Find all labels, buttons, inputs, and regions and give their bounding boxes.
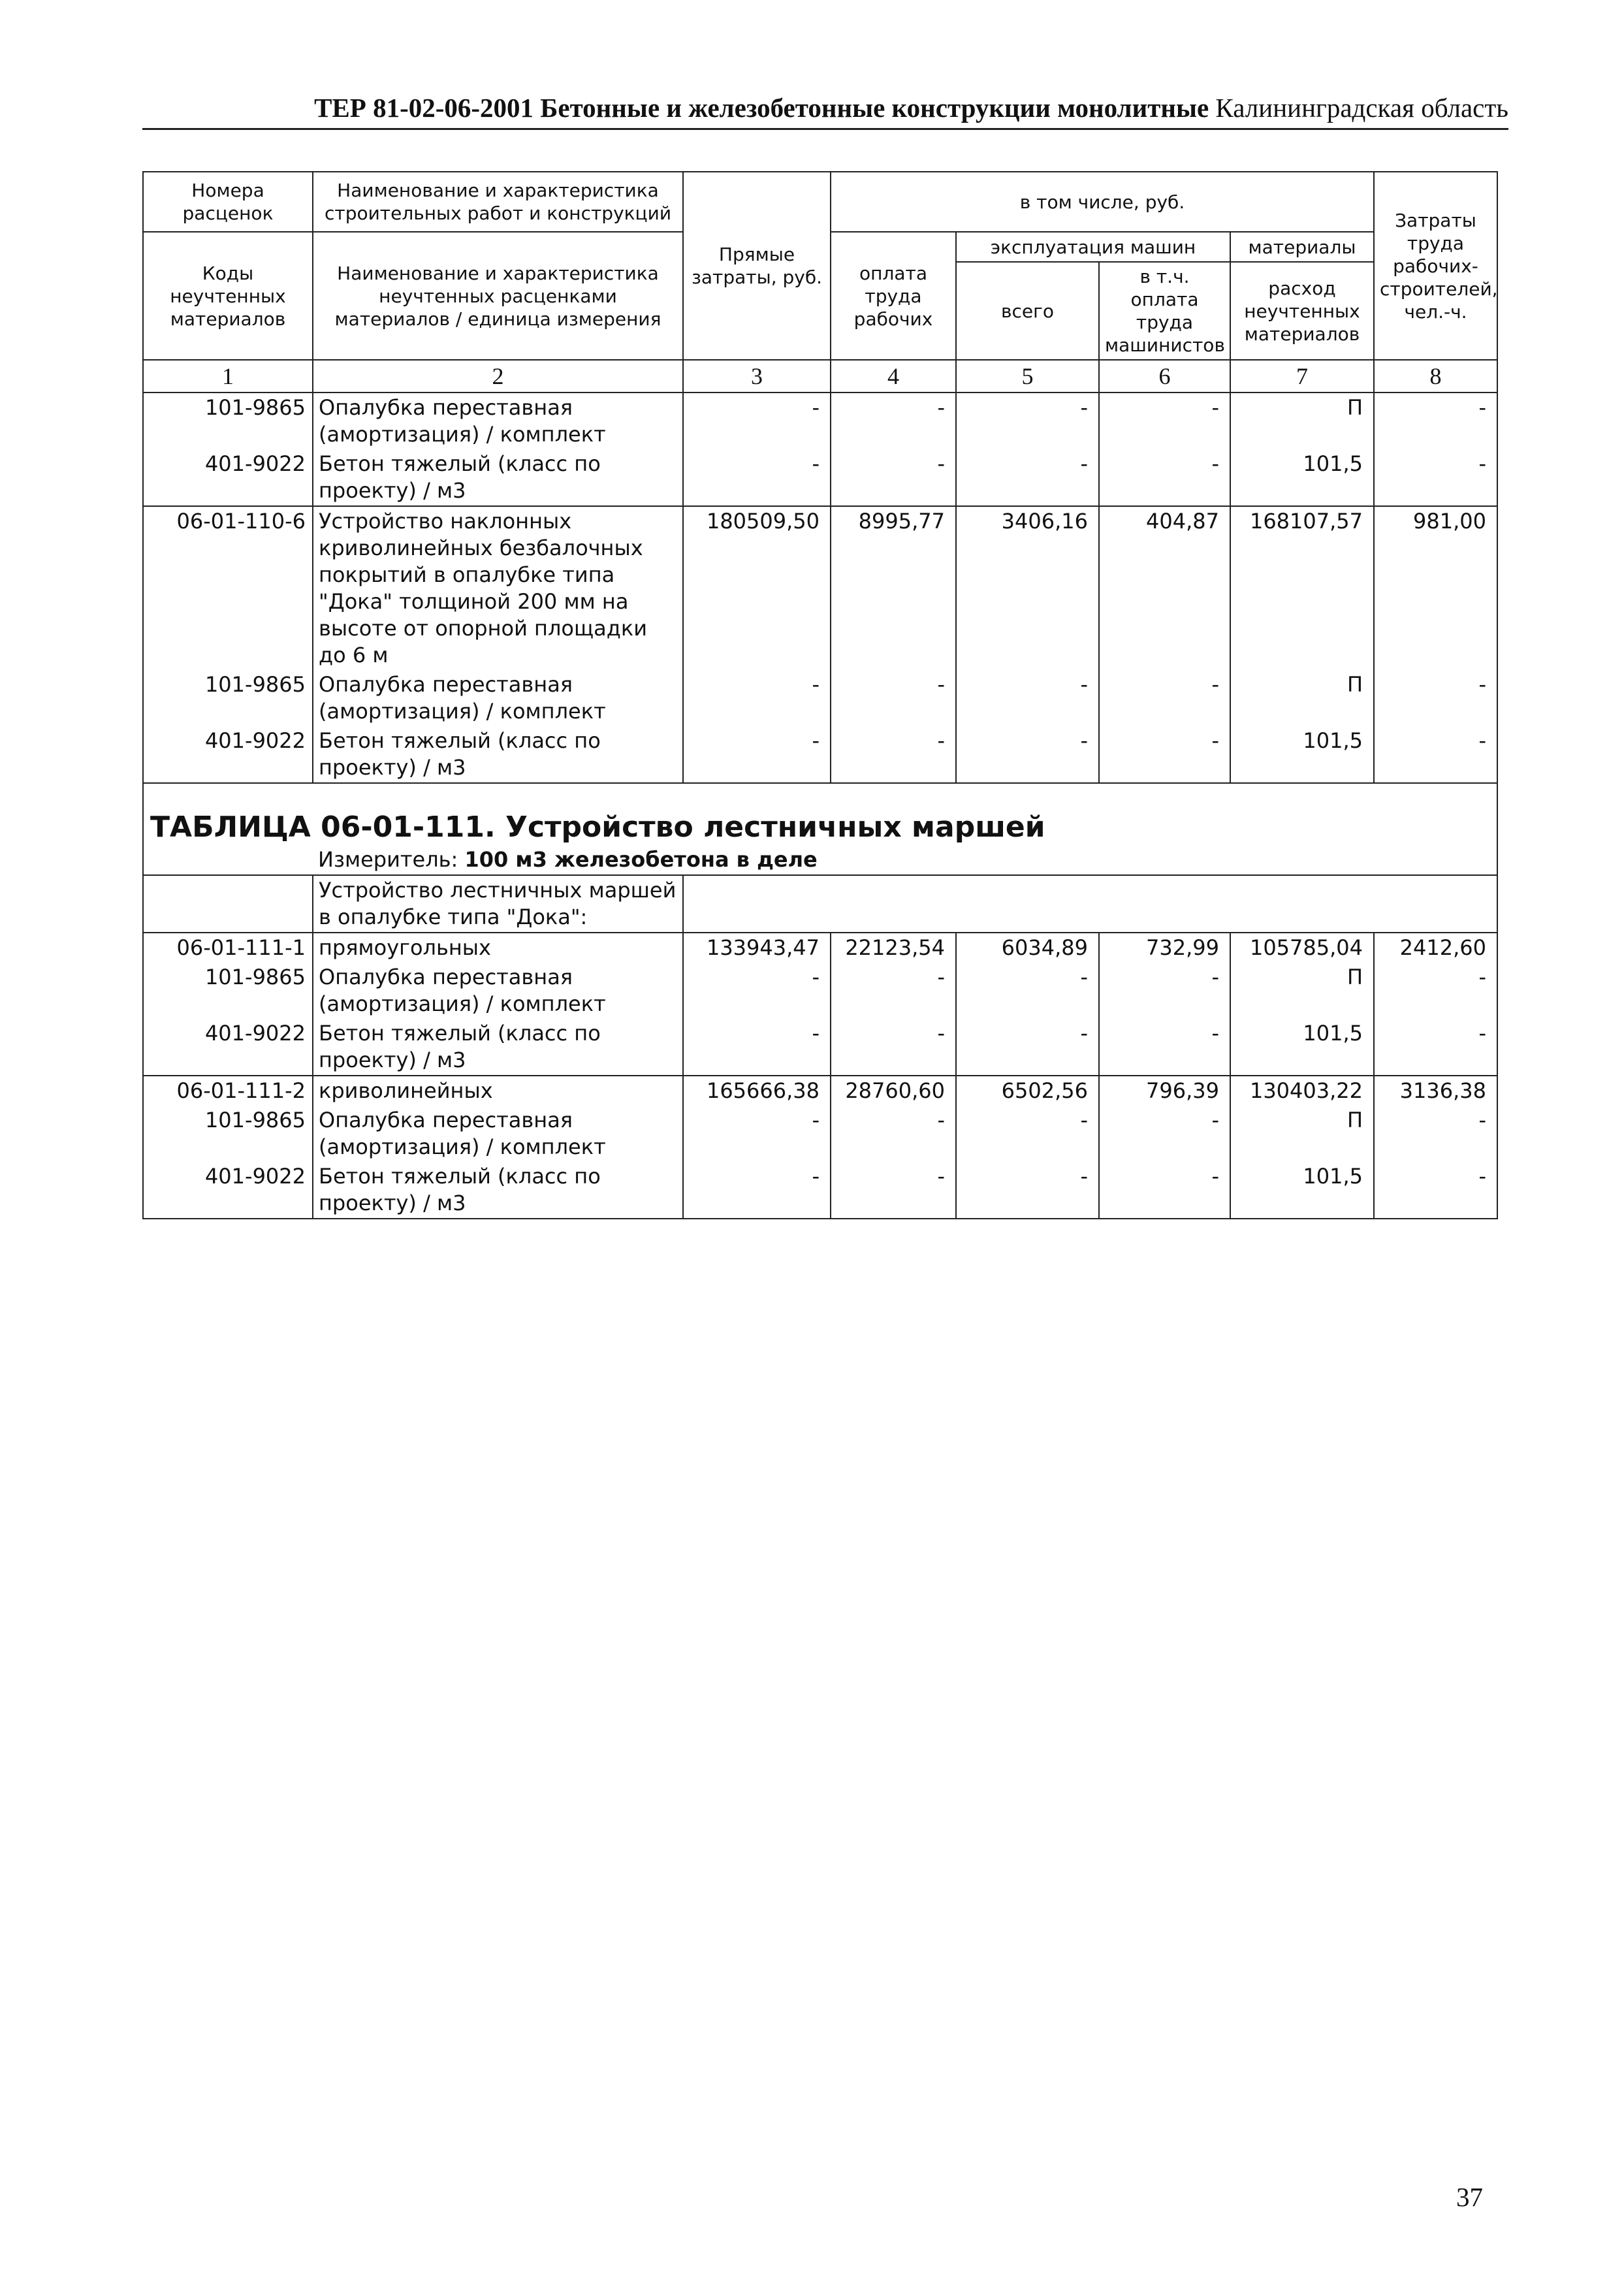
meter-value: 100 м3 железобетона в деле (464, 847, 818, 872)
worker-pay: 22123,54 (831, 933, 956, 963)
labor-hours: - (1374, 670, 1497, 726)
operator-pay: - (1099, 1106, 1230, 1162)
rates-table (142, 171, 1498, 1219)
material-code: 401-9022 (143, 1162, 313, 1219)
operator-pay: - (1099, 1019, 1230, 1076)
hdr-worker-pay: оплата труда рабочих (831, 232, 956, 360)
hdr-including: в том числе, руб. (831, 172, 1374, 232)
labor-hours: - (1374, 726, 1497, 783)
machines-total: - (956, 449, 1099, 506)
region: Калининградская область (1215, 93, 1508, 123)
operator-pay: 732,99 (1099, 933, 1230, 963)
materials-value: 101,5 (1230, 1162, 1374, 1219)
item-name: прямоугольных (313, 933, 683, 963)
table-row (143, 1106, 1497, 1162)
worker-pay: 28760,60 (831, 1076, 956, 1106)
table-row (143, 670, 1497, 726)
direct-costs: - (683, 726, 831, 783)
labor-hours: 2412,60 (1374, 933, 1497, 963)
materials-value: 101,5 (1230, 726, 1374, 783)
col-number: 8 (1374, 360, 1497, 393)
direct-costs: - (683, 1162, 831, 1219)
materials-value: П (1230, 1106, 1374, 1162)
worker-pay: - (831, 1162, 956, 1219)
operator-pay: - (1099, 1162, 1230, 1219)
item-name: Опалубка переставная (амортизация) / комплект (313, 393, 683, 449)
machines-total: - (956, 1106, 1099, 1162)
material-code: 101-9865 (143, 670, 313, 726)
item-name: Бетон тяжелый (класс по проекту) / м3 (313, 1019, 683, 1076)
machines-total: - (956, 726, 1099, 783)
page-number: 37 (1456, 2182, 1483, 2212)
col-number: 5 (956, 360, 1099, 393)
operator-pay: 404,87 (1099, 506, 1230, 670)
item-name: Бетон тяжелый (класс по проекту) / м3 (313, 449, 683, 506)
operator-pay: - (1099, 449, 1230, 506)
col-number: 2 (313, 360, 683, 393)
item-name: криволинейных (313, 1076, 683, 1106)
hdr-materials: материалы (1230, 232, 1374, 262)
item-name: Опалубка переставная (амортизация) / комплект (313, 963, 683, 1019)
section-title: ТАБЛИЦА 06-01-111. Устройство лестничных маршей (150, 810, 1045, 844)
hdr-direct-costs: Прямые затраты, руб. (683, 172, 831, 360)
table-row (143, 506, 1497, 670)
labor-hours: - (1374, 449, 1497, 506)
material-code: 401-9022 (143, 1019, 313, 1076)
col-number: 6 (1099, 360, 1230, 393)
materials-value: П (1230, 393, 1374, 449)
machines-total: - (956, 670, 1099, 726)
rate-code: 06-01-110-6 (143, 506, 313, 670)
meter-cell (313, 845, 1497, 875)
material-code: 101-9865 (143, 963, 313, 1019)
labor-hours: - (1374, 393, 1497, 449)
labor-hours: - (1374, 1019, 1497, 1076)
hdr-material-usage: расход неучтенных материалов (1230, 262, 1374, 360)
operator-pay: - (1099, 670, 1230, 726)
meter-label: Измеритель: (318, 847, 465, 872)
item-name: Опалубка переставная (амортизация) / комплект (313, 1106, 683, 1162)
material-code: 401-9022 (143, 449, 313, 506)
col-number: 3 (683, 360, 831, 393)
section-title-cell (143, 783, 1497, 845)
col-number: 7 (1230, 360, 1374, 393)
operator-pay: - (1099, 726, 1230, 783)
hdr-machines: эксплуатация машин (956, 232, 1230, 262)
worker-pay: - (831, 449, 956, 506)
hdr-labor-hours: Затраты труда рабочих-строителей, чел.-ч. (1374, 172, 1497, 360)
direct-costs: - (683, 1106, 831, 1162)
table-row (143, 1076, 1497, 1106)
materials-value: 105785,04 (1230, 933, 1374, 963)
machines-total: - (956, 963, 1099, 1019)
labor-hours: - (1374, 1106, 1497, 1162)
table-row (143, 393, 1497, 449)
materials-value: 168107,57 (1230, 506, 1374, 670)
hdr-work-name: Наименование и характеристика строительных работ и конструкций (313, 172, 683, 232)
hdr-operator-pay: в т.ч. оплата труда машинистов (1099, 262, 1230, 360)
labor-hours: - (1374, 1162, 1497, 1219)
labor-hours: 3136,38 (1374, 1076, 1497, 1106)
table-row (143, 933, 1497, 963)
material-code: 401-9022 (143, 726, 313, 783)
table-row (143, 449, 1497, 506)
direct-costs: - (683, 963, 831, 1019)
materials-value: 130403,22 (1230, 1076, 1374, 1106)
direct-costs: 165666,38 (683, 1076, 831, 1106)
labor-hours: 981,00 (1374, 506, 1497, 670)
doc-code: ТЕР 81-02-06-2001 (314, 93, 534, 123)
direct-costs: - (683, 670, 831, 726)
rate-code: 06-01-111-2 (143, 1076, 313, 1106)
machines-total: 3406,16 (956, 506, 1099, 670)
labor-hours: - (1374, 963, 1497, 1019)
worker-pay: - (831, 1106, 956, 1162)
col-number: 1 (143, 360, 313, 393)
item-name: Бетон тяжелый (класс по проекту) / м3 (313, 1162, 683, 1219)
machines-total: - (956, 1019, 1099, 1076)
table-row (143, 1019, 1497, 1076)
direct-costs: 133943,47 (683, 933, 831, 963)
operator-pay: - (1099, 393, 1230, 449)
material-code: 101-9865 (143, 393, 313, 449)
worker-pay: - (831, 670, 956, 726)
machines-total: - (956, 393, 1099, 449)
operator-pay: 796,39 (1099, 1076, 1230, 1106)
item-name: Устройство наклонных криволинейных безбалочных покрытий в опалубке типа "Дока" толщиной 200 мм на высоте от опорной площадки до 6 м (313, 506, 683, 670)
hdr-rate-numbers: Номера расценок (143, 172, 313, 232)
item-name: Опалубка переставная (амортизация) / комплект (313, 670, 683, 726)
direct-costs: - (683, 393, 831, 449)
materials-value: 101,5 (1230, 449, 1374, 506)
material-code: 101-9865 (143, 1106, 313, 1162)
worker-pay: - (831, 1019, 956, 1076)
hdr-machines-total: всего (956, 262, 1099, 360)
table-row (143, 726, 1497, 783)
machines-total: - (956, 1162, 1099, 1219)
rate-code: 06-01-111-1 (143, 933, 313, 963)
group-name: Устройство лестничных маршей в опалубке типа "Дока": (313, 875, 683, 933)
page-header (142, 91, 1508, 130)
hdr-material-codes: Коды неучтенных материалов (143, 232, 313, 360)
item-name: Бетон тяжелый (класс по проекту) / м3 (313, 726, 683, 783)
machines-total: 6502,56 (956, 1076, 1099, 1106)
table-row (143, 963, 1497, 1019)
machines-total: 6034,89 (956, 933, 1099, 963)
hdr-material-name: Наименование и характеристика неучтенных расценками материалов / единица измерения (313, 232, 683, 360)
col-number: 4 (831, 360, 956, 393)
worker-pay: - (831, 726, 956, 783)
operator-pay: - (1099, 963, 1230, 1019)
materials-value: П (1230, 963, 1374, 1019)
doc-title: Бетонные и железобетонные конструкции монолитные (540, 93, 1209, 123)
worker-pay: 8995,77 (831, 506, 956, 670)
materials-value: 101,5 (1230, 1019, 1374, 1076)
direct-costs: 180509,50 (683, 506, 831, 670)
direct-costs: - (683, 449, 831, 506)
worker-pay: - (831, 963, 956, 1019)
worker-pay: - (831, 393, 956, 449)
materials-value: П (1230, 670, 1374, 726)
direct-costs: - (683, 1019, 831, 1076)
table-row (143, 1162, 1497, 1219)
